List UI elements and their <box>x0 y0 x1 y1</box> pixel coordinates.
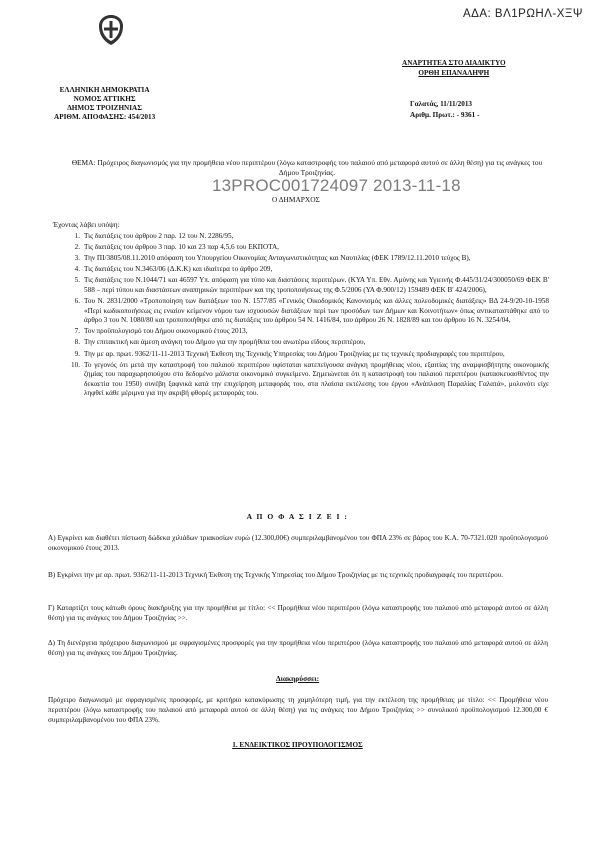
publication-note <box>402 58 506 78</box>
list-item: 7. Τον προϋπολογισμό του Δήμου οικονομικού έτους 2013, <box>74 327 248 336</box>
budget-heading: 1. ΕΝΔΕΙΚΤΙΚΟΣ ΠΡΟΥΠΟΛΟΓΙΣΜΟΣ <box>232 741 363 749</box>
list-item: 8. Την επιτακτική και άμεση ανάγκη του Δήμου για την προμήθεια του ανωτέρω είδους περιπτέρου, <box>74 338 366 347</box>
list-item: 10. Το γεγονός ότι μετά την καταστροφή του παλαιού περιπτέρου υφίσταται κατεπείγουσα ανάγκη προμήθειας νέου, εξαιτίας της αναμφισβήτητης οικονομικής ζημίας του παραχωρησιούχου στο δεδομένο μάλιστα οικονομικό συγκείμενο. Σημειώνεται ότι η καταστροφή του παλαιού περιπτέρου (κατασκευασθέντος την δεκαετία του 1950) συνέβη ξαφνικά κατά την επιχείρηση μεταφοράς του, στα πλαίσια εκτέλεσης του έργου «Ανάπλαση Παραλίας Γαλατά», μολονότι είχε ληφθεί κάθε μέριμνα για την ακριβή φθορές μεταφοράς του. <box>71 360 549 398</box>
posting-note: ΑΝΑΡΤΗΤΕΑ ΣΤΟ ΔΙΑΔΙΚΤΥΟ <box>402 59 506 67</box>
procurement-stamp: 13PROC001724097 2013-11-18 <box>212 176 461 195</box>
prefecture-name: ΝΟΜΟΣ ΑΤΤΙΚΗΣ <box>73 95 136 103</box>
list-item: 2. Τις διατάξεις του άρθρου 3 παρ. 10 και 23 παρ 4,5,6 του ΕΚΠΟΤΑ, <box>74 243 279 252</box>
country-name: ΕΛΛΗΝΙΚΗ ΔΗΜΟΚΡΑΤΙΑ <box>59 86 150 94</box>
list-item: 9. Την με αρ. πρωτ. 9362/11-11-2013 Τεχνική Έκθεση της Τεχνικής Υπηρεσίας του Δήμου Τροιζηνίας με τις τεχνικές προδιαγραφές του περιπτέρου, <box>74 349 505 358</box>
issuer-header <box>54 86 155 122</box>
list-item: 3. Την ΠΙ/3805/08.11.2010 απόφαση του Υπουργείου Οικονομίας Ανταγωνιστικότητας και Ναυτιλίας (ΦΕΚ 1789/12.11.2010 τεύχος Β), <box>74 254 471 263</box>
decision-b: Β) Εγκρίνει την με αρ. πρωτ. 9362/11-11-2013 Τεχνική Έκθεση της Τεχνικής Υπηρεσίας του Δήμου Τροιζηνίας με τις τεχνικές προδιαγραφές του περιπτέρου. <box>48 571 504 579</box>
municipality-name: ΔΗΜΟΣ ΤΡΟΙΖΗΝΙΑΣ <box>67 104 142 112</box>
protocol-number: Αριθμ. Πρωτ.: - 9361 - <box>410 111 480 119</box>
ada-code: ΑΔΑ: ΒΛ1ΡΩΗΛ-ΧΞΨ <box>463 8 583 20</box>
list-item: 4. Τις διατάξεις του Ν.3463/06 (Δ.Κ.Κ) και ιδιαίτερα το άρθρο 209, <box>74 265 273 274</box>
decides-heading: Α Π Ο Φ Α Σ Ι Ζ Ε Ι : <box>246 512 349 521</box>
mayor-heading: Ο ΔΗΜΑΡΧΟΣ <box>272 195 320 204</box>
decision-d: Δ) Τη διενέργεια πρόχειρου διαγωνισμού με σφραγισμένες προσφορές για την προμήθεια νέου περιπτέρου (λόγω καταστροφής του παλαιού από μεταφορά αυτού σε άλλη θέση) για τις ανάγκες του Δήμου Τροιζηνίας. <box>48 639 548 657</box>
greek-emblem-icon <box>97 14 125 46</box>
considerations-intro: Έχοντας λάβει υπόψη: <box>53 220 120 229</box>
date-protocol-block <box>410 99 479 121</box>
subject-line: ΘΕΜΑ: Πρόχειρος διαγωνισμός για την προμήθεια νέου περιπτέρου (λόγω καταστροφής του παλαιού από μεταφορά αυτού σε άλλη θέση) για τις ανάγκες του Δήμου Τροιζηνίας. <box>71 158 543 177</box>
proclamation-text: Πρόχειρο διαγωνισμό με σφραγισμένες προσφορές, με κριτήριο κατακύρωσης τη χαμηλότερη τιμή, για την εκτέλεση της προμήθειας με τίτλο: << Προμήθεια νέου περιπτέρου (λόγω καταστροφής του παλαιού από μεταφορά αυτού σε άλλη θέση) για τις ανάγκες του Δήμου Τροιζηνίας >> συνολικού προϋπολογισμού 12.300,00 € συμπεριλαμβανομένου του ΦΠΑ 23%. <box>48 696 548 724</box>
considerations-list <box>53 232 549 401</box>
list-item: 5. Τις διατάξεις του Ν.1044/71 και 46597 Υπ. απόφαση για τύπο και διαστάσεις περιπτέρων. (ΚΥΑ Υπ. Εθν. Αμύνης και Υγιεινής Φ.445/31/24/300050/69 ΦΕΚ Β' 588 – περί τύπου και διαστάσεων αναπηρικών περιπτέρων και της τροποποιήσεως της Φ.5/2006 (ΥΑ Φ.900/12) 159489 ΦΕΚ Β' 424/2006), <box>74 276 549 294</box>
list-item: 6. Του Ν. 2831/2000 «Τροποποίηση των διατάξεων του Ν. 1577/85 «Γενικός Οικοδομικός Κανονισμός και άλλες πολεοδομικές διατάξεις» ΒΔ 24-9/20-10-1958 «Περί κωδικοποιήσεως εις ενιαίον κείμενον νόμου των ισχυουσών διατάξεων περί των προσόδων των Δήμων και Κοινοτήτων» όπως αντικαταστάθηκε από το άρθρο 3 του Ν. 1080/80 και τροποποιήθηκε από τις διατάξεις του άρθρου 54 Ν. 1416/84, του άρθρου 26 Ν. 1828/89 και του άρθρου 16 Ν. 3254/04, <box>74 297 549 325</box>
place-date: Γαλατάς, 11/11/2013 <box>410 100 473 108</box>
decision-number: ΑΡΙΘΜ. ΑΠΟΦΑΣΗΣ: 454/2013 <box>54 113 156 121</box>
decision-c: Γ) Καταρτίζει τους κάτωθι όρους διακήρυξης για την προμήθεια με τίτλο: << Προμήθεια νέου περιπτέρου (λόγω καταστροφής του παλαιού από μεταφορά αυτού σε άλλη θέση) για τις ανάγκες του Δήμου Τροιζηνίας >>. <box>48 604 548 622</box>
proclaims-heading: Διακηρύσσει: <box>275 674 320 683</box>
list-item: 1. Τις διατάξεις του άρθρου 2 παρ. 12 του Ν. 2286/95, <box>74 232 234 240</box>
decision-a: Α) Εγκρίνει και διαθέτει πίστωση δώδεκα χιλιάδων τριακοσίων ευρώ (12.300,00€) συμπεριλαμβανομένου του ΦΠΑ 23% σε βάρος του Κ.Α. 70-7321.020 προϋπολογισμού οικονομικού έτους 2013. <box>48 534 548 552</box>
correct-repetition: ΟΡΘΗ ΕΠΑΝΑΛΗΨΗ <box>418 69 490 77</box>
